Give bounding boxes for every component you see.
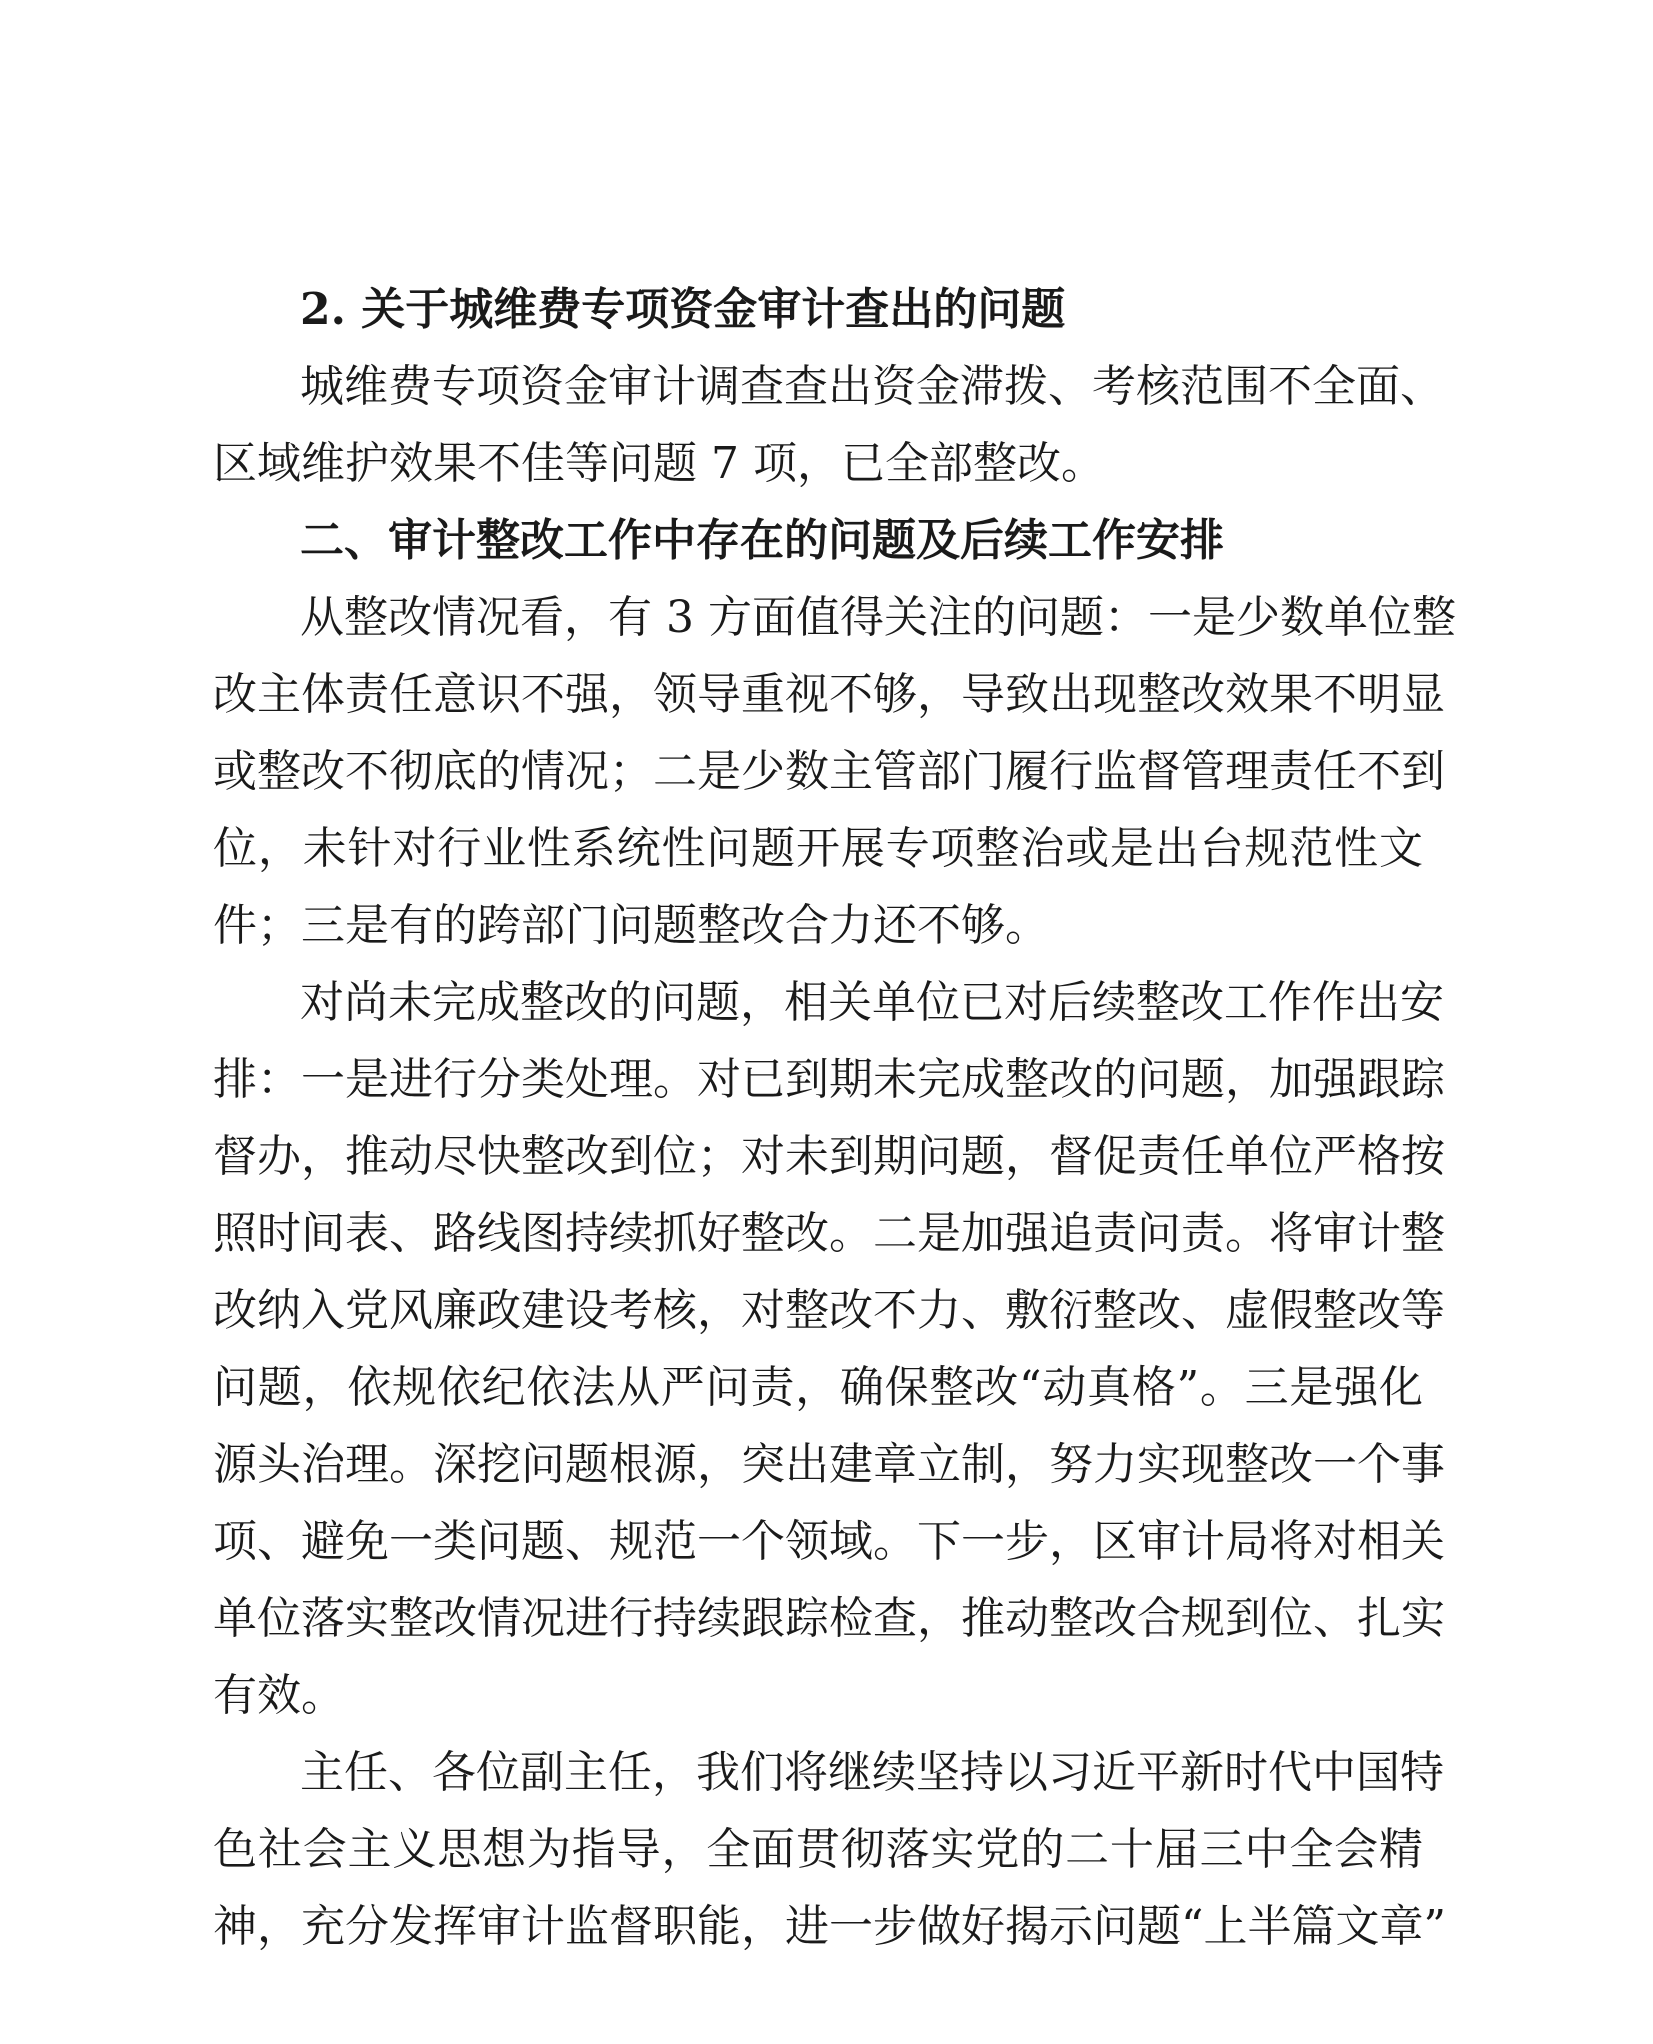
paragraph-line: 督办，推动尽快整改到位；对未到期问题，督促责任单位严格按 bbox=[213, 1131, 1445, 1182]
paragraph-line: 件；三是有的跨部门问题整改合力还不够。 bbox=[213, 900, 1049, 951]
paragraph-line: 色社会主义思想为指导，全面贯彻落实党的二十届三中全会精 bbox=[213, 1824, 1423, 1875]
paragraph-line: 项、避免一类问题、规范一个领域。下一步，区审计局将对相关 bbox=[213, 1516, 1445, 1567]
paragraph-line: 单位落实整改情况进行持续跟踪检查，推动整改合规到位、扎实 bbox=[213, 1593, 1445, 1644]
paragraph-line: 照时间表、路线图持续抓好整改。二是加强追责问责。将审计整 bbox=[213, 1208, 1445, 1259]
subsection-heading: 2. 关于城维费专项资金审计查出的问题 bbox=[300, 284, 1066, 335]
paragraph-line: 对尚未完成整改的问题，相关单位已对后续整改工作作出安 bbox=[300, 977, 1444, 1028]
paragraph-line: 神，充分发挥审计监督职能，进一步做好揭示问题“上半篇文章” bbox=[213, 1901, 1446, 1952]
paragraph-line: 改主体责任意识不强，领导重视不够，导致出现整改效果不明显 bbox=[213, 669, 1445, 720]
paragraph-line: 改纳入党风廉政建设考核，对整改不力、敷衍整改、虚假整改等 bbox=[213, 1285, 1445, 1336]
section-heading: 二、审计整改工作中存在的问题及后续工作安排 bbox=[300, 515, 1224, 566]
paragraph-line: 问题，依规依纪依法从严问责，确保整改“动真格”。三是强化 bbox=[213, 1362, 1423, 1413]
paragraph-line: 排：一是进行分类处理。对已到期未完成整改的问题，加强跟踪 bbox=[213, 1054, 1445, 1105]
paragraph-line: 位，未针对行业性系统性问题开展专项整治或是出台规范性文 bbox=[213, 823, 1423, 874]
paragraph-line: 源头治理。深挖问题根源，突出建章立制，努力实现整改一个事 bbox=[213, 1439, 1445, 1490]
paragraph-line: 主任、各位副主任，我们将继续坚持以习近平新时代中国特 bbox=[300, 1747, 1444, 1798]
paragraph-line: 从整改情况看，有 3 方面值得关注的问题：一是少数单位整 bbox=[300, 592, 1456, 643]
paragraph-line: 有效。 bbox=[213, 1670, 345, 1721]
paragraph-line: 或整改不彻底的情况；二是少数主管部门履行监督管理责任不到 bbox=[213, 746, 1445, 797]
paragraph-line: 区域维护效果不佳等问题 7 项，已全部整改。 bbox=[213, 438, 1105, 489]
paragraph-line: 城维费专项资金审计调查查出资金滞拨、考核范围不全面、 bbox=[300, 361, 1444, 412]
